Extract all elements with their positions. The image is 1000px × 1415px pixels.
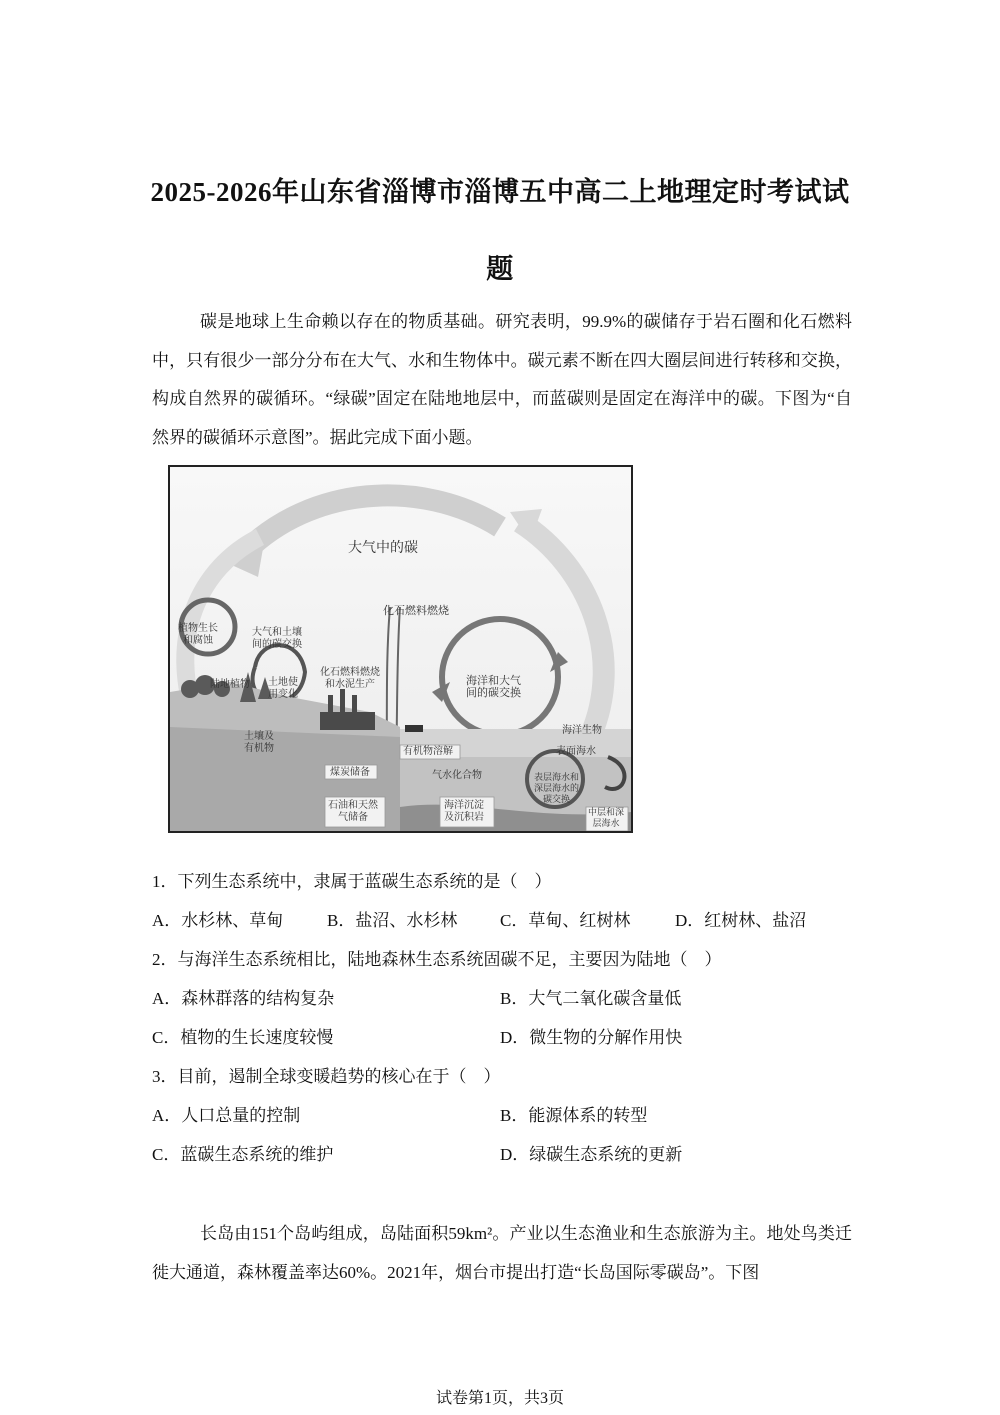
label-marine-life: 海洋生物	[562, 725, 602, 736]
q1-option-b: B．盐沼、水杉林	[327, 911, 458, 930]
intro-paragraph	[152, 303, 852, 457]
label-land-use: 土地使 用变化	[268, 677, 298, 700]
label-hydrate: 气水化合物	[432, 770, 482, 781]
label-ocean-exchange: 海洋和大气 间的碳交换	[466, 674, 521, 699]
q1-option-c: C．草甸、红树林	[500, 911, 631, 930]
q2-option-c: C．植物的生长速度较慢	[152, 1028, 334, 1047]
q1-option-d: D．红树林、盐沼	[675, 911, 807, 930]
label-fossil-burning: 化石燃料燃烧	[383, 604, 449, 617]
label-organic-dissolve: 有机物溶解	[403, 746, 453, 757]
carbon-cycle-figure	[168, 465, 633, 833]
label-land-plants: 陆地植物	[210, 679, 250, 690]
label-deep-water: 中层和深 层海水	[588, 808, 625, 829]
q1-option-a: A．水杉林、草甸	[152, 911, 284, 930]
label-oil-gas: 石油和天然 气储备	[328, 800, 378, 823]
label-surface-deep-exchange: 表层海水和 深层海水的 碳交换	[534, 773, 580, 805]
label-soil-exchange: 大气和土壤 间的碳交换	[252, 627, 302, 650]
intro-text: 碳是地球上生命赖以存在的物质基础。研究表明，99.9%的碳储存于岩石圈和化石燃料中，只有很少一部分分布在大气、水和生物体中。碳元素不断在四大圈层间进行转移和交换，构成自然界的碳循环。“绿碳”固定在陆地地层中，而蓝碳则是固定在海洋中的碳。下图为“自然界的碳循环示意图”。据此完成下面小题。	[152, 312, 852, 447]
label-coal: 煤炭储备	[330, 767, 370, 778]
passage2-paragraph	[152, 1215, 852, 1292]
q3-option-c: C．蓝碳生态系统的维护	[152, 1145, 334, 1164]
page-title-line2: 题	[486, 254, 514, 284]
q2-option-b: B．大气二氧化碳含量低	[500, 989, 682, 1008]
label-atmosphere-carbon: 大气中的碳	[348, 540, 418, 556]
passage2-text: 长岛由151个岛屿组成，岛陆面积59km²。产业以生态渔业和生态旅游为主。地处鸟类迁徙大通道，森林覆盖率达60%。2021年，烟台市提出打造“长岛国际零碳岛”。下图	[152, 1224, 852, 1282]
page-footer: 试卷第1页，共3页	[435, 1390, 564, 1407]
label-surface-water: 表面海水	[556, 746, 596, 757]
question-2: 2．与海洋生态系统相比，陆地森林生态系统固碳不足，主要因为陆地（ ）	[152, 950, 722, 969]
label-soil-organic: 土壤及 有机物	[244, 731, 274, 754]
q3-option-a: A．人口总量的控制	[152, 1106, 301, 1125]
q3-option-b: B．能源体系的转型	[500, 1106, 648, 1125]
q3-option-d: D．绿碳生态系统的更新	[500, 1145, 683, 1164]
question-1: 1．下列生态系统中，隶属于蓝碳生态系统的是（ ）	[152, 872, 552, 891]
page-title-line1: 2025-2026年山东省淄博市淄博五中高二上地理定时考试试	[150, 177, 850, 207]
question-3: 3．目前，遏制全球变暖趋势的核心在于（ ）	[152, 1067, 501, 1086]
label-fossil-cement: 化石燃料燃烧 和水泥生产	[320, 667, 380, 690]
label-sediment: 海洋沉淀 及沉积岩	[444, 800, 484, 823]
q2-option-d: D．微生物的分解作用快	[500, 1028, 683, 1047]
q2-option-a: A．森林群落的结构复杂	[152, 989, 335, 1008]
label-plant-growth: 植物生长 和腐蚀	[178, 623, 218, 646]
